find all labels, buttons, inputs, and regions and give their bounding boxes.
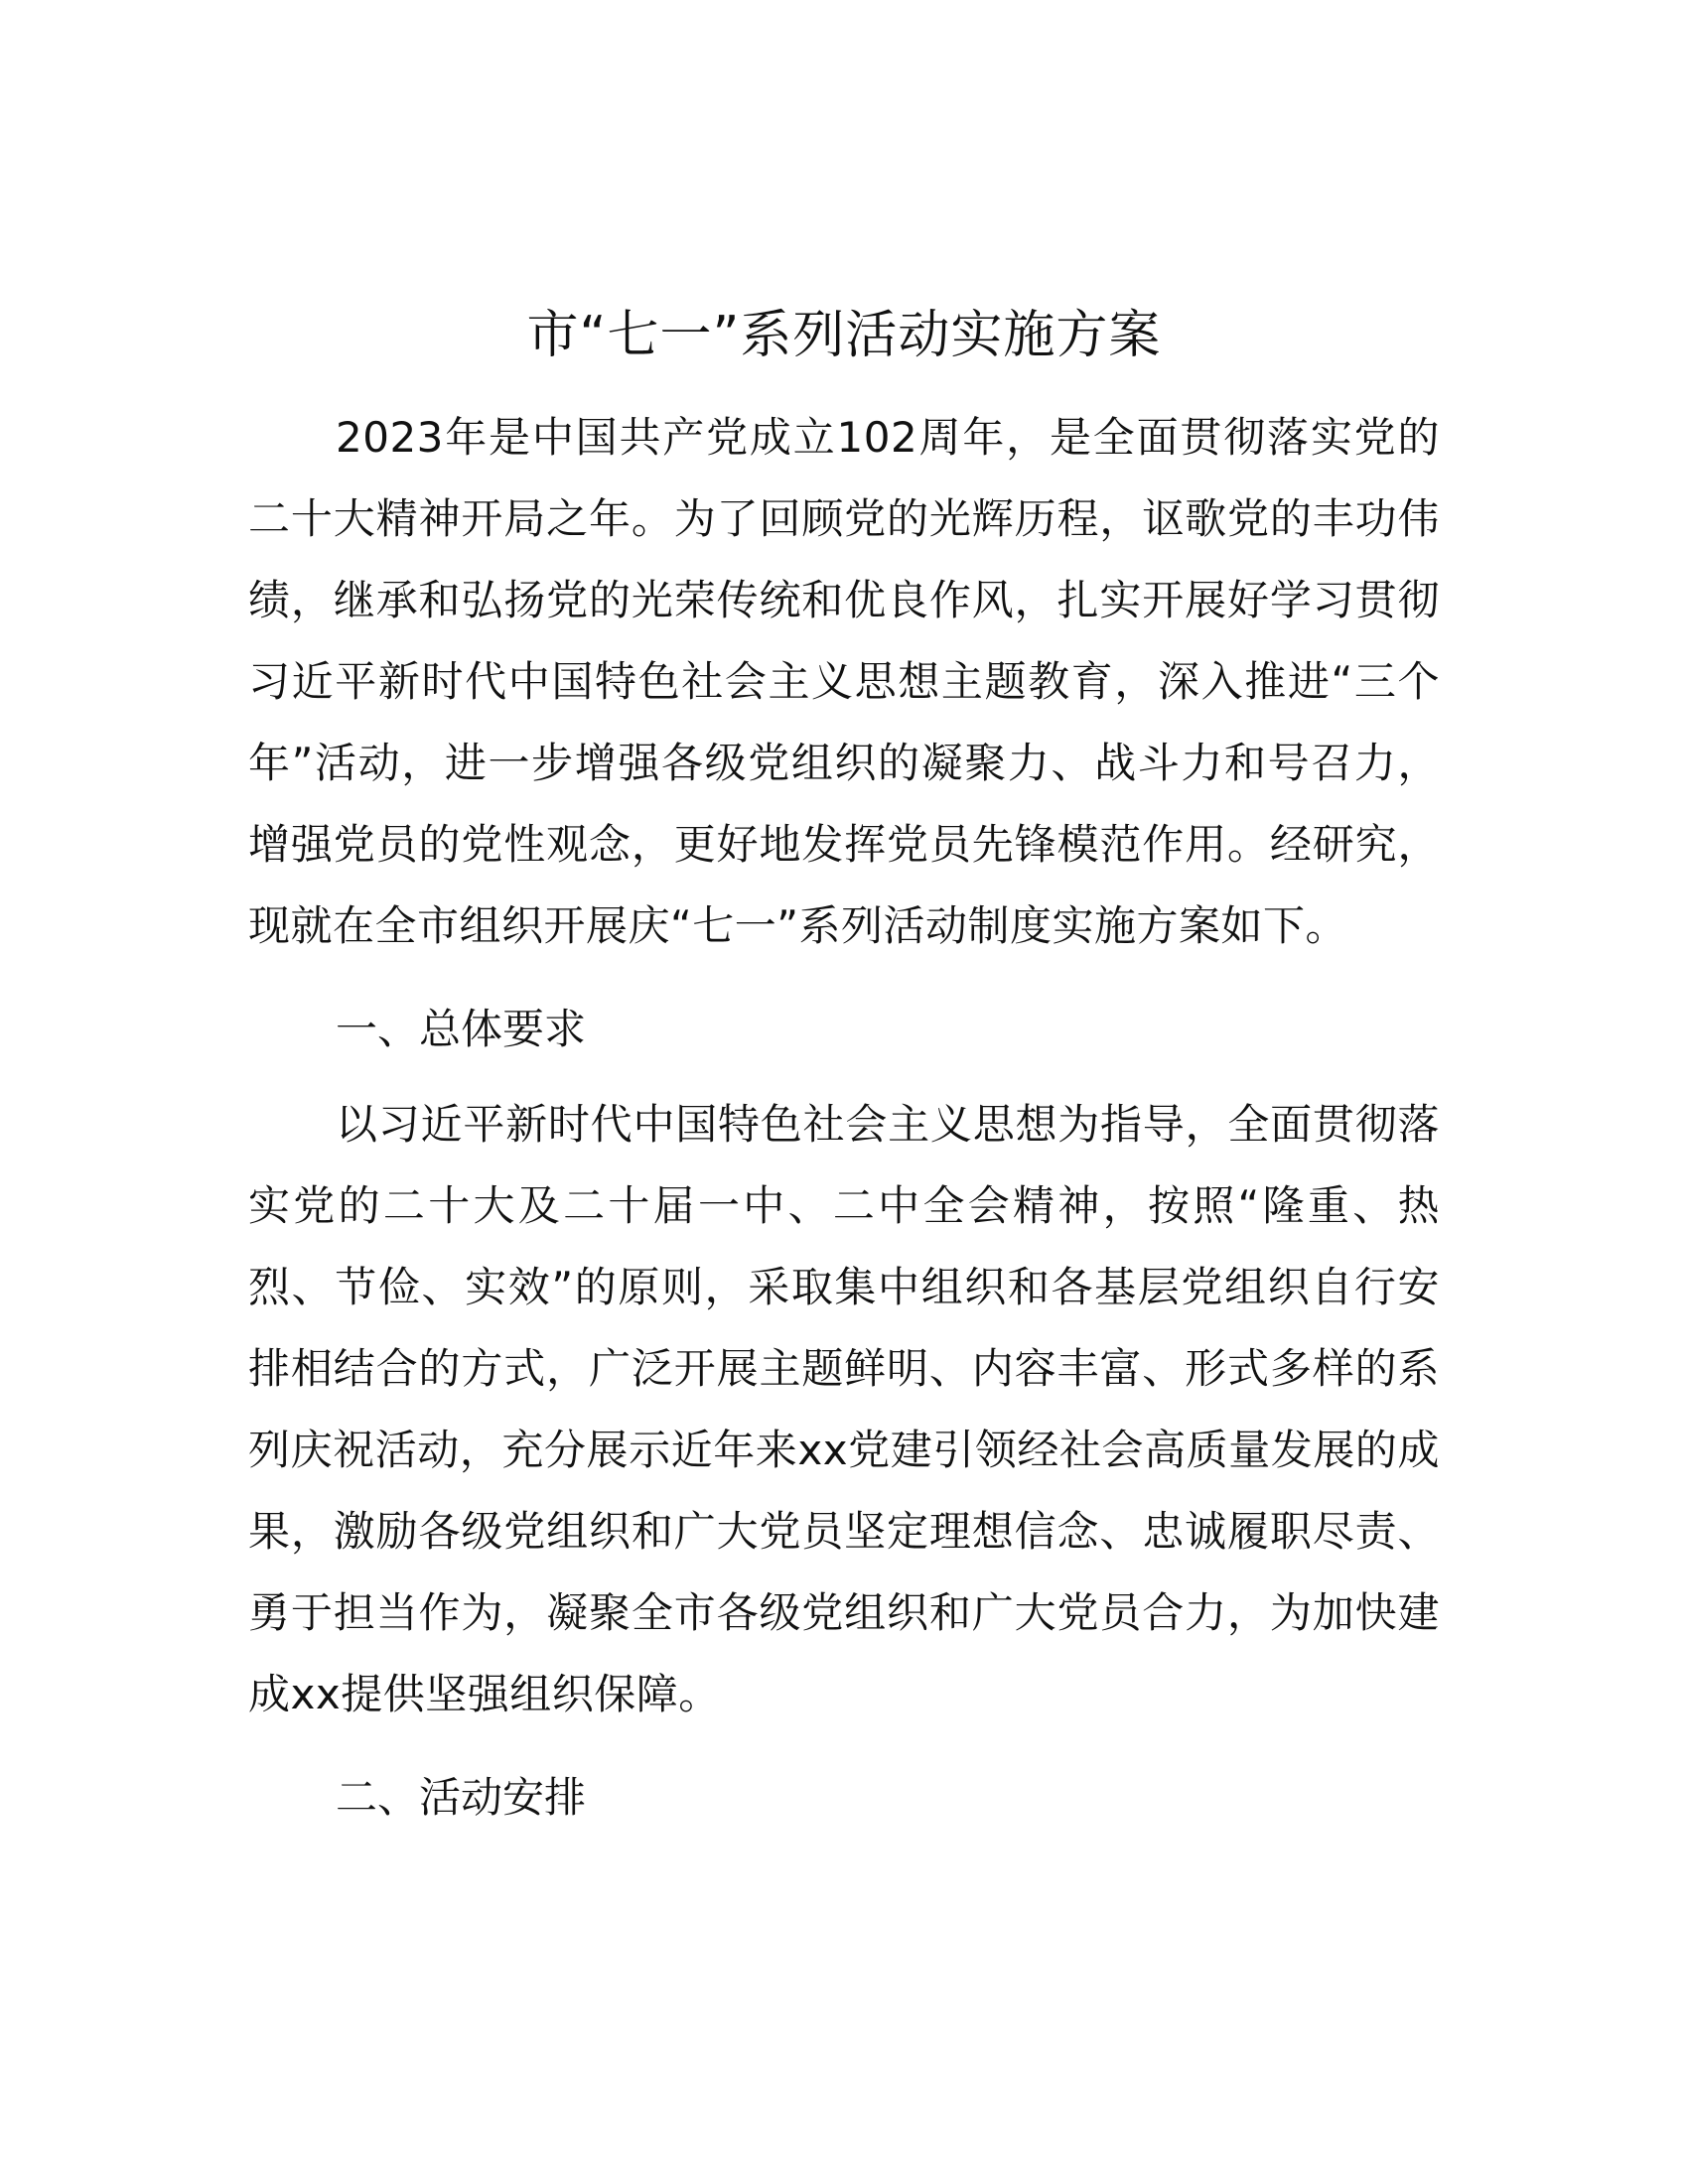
document-title: 市“七一”系列活动实施方案 [526, 306, 1162, 365]
section-heading-activity-arrangement: 二、活动安排 [336, 1773, 587, 1822]
intro-paragraph: 2023年是中国共产党成立102周年，是全面贯彻落实党的二十大精神开局之年。为了回顾党的光辉历程，讴歌党的丰功伟绩，继承和弘扬党的光荣传统和优良作风，扎实开展好学习贯彻习近平新时代中国特色社会主义思想主题教育，深入推进“三个年”活动，进一步增强各级党组织的凝聚力、战斗力和号召力，增强党员的党性观念，更好地发挥党员先锋模范作用。经研究，现就在全市组织开展庆“七一”系列活动制度实施方案如下。 [248, 413, 1440, 950]
section-overall-requirements-body: 以习近平新时代中国特色社会主义思想为指导，全面贯彻落实党的二十大及二十届一中、二中全会精神，按照“隆重、热烈、节俭、实效”的原则，采取集中组织和各基层党组织自行安排相结合的方式，广泛开展主题鲜明、内容丰富、形式多样的系列庆祝活动，充分展示近年来xx党建引领经社会高质量发展的成果，激励各级党组织和广大党员坚定理想信念、忠诚履职尽责、勇于担当作为，凝聚全市各级党组织和广大党员合力，为加快建成xx提供坚强组织保障。 [248, 1100, 1440, 1718]
section-heading-overall-requirements: 一、总体要求 [336, 1005, 587, 1053]
document-body [248, 397, 1440, 1852]
